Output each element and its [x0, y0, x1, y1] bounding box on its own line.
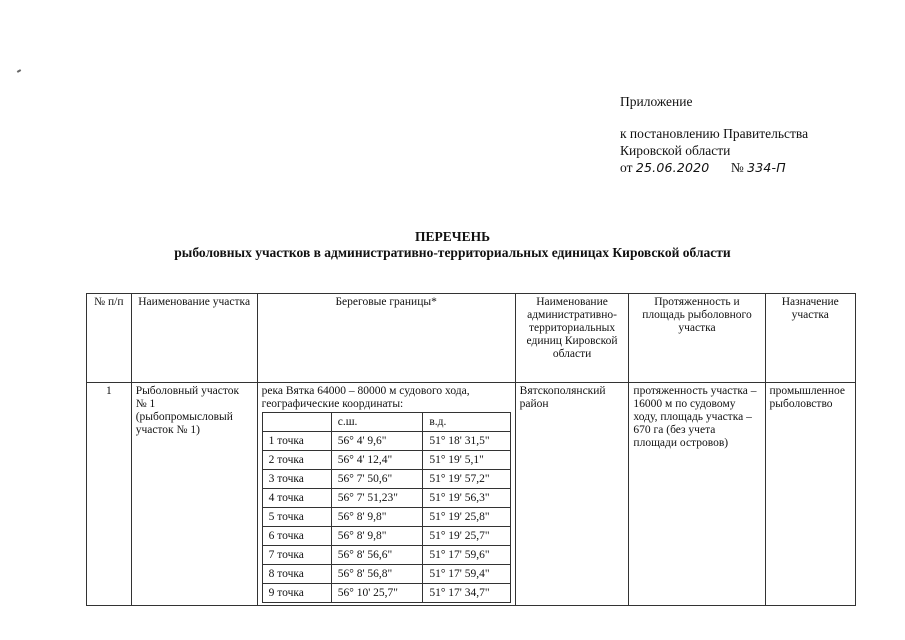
point-label: 3 точка: [262, 470, 331, 489]
header-admin: Наименование административно-территориальных единиц Кировской области: [515, 294, 629, 383]
point-label: 5 точка: [262, 508, 331, 527]
row-admin: Вятскополянский район: [515, 383, 629, 606]
point-lat: 56° 4' 9,6": [331, 432, 423, 451]
point-lon: 51° 19' 25,7": [423, 527, 510, 546]
header-extent: Протяженность и площадь рыболовного участка: [629, 294, 765, 383]
number-value: 334-П: [747, 160, 786, 175]
scan-mark: [17, 69, 21, 73]
point-lat: 56° 4' 12,4": [331, 451, 423, 470]
document-title: ПЕРЕЧЕНЬ: [414, 229, 491, 244]
fishing-sites-table: [86, 293, 856, 606]
table-header-row: [87, 294, 856, 383]
point-label: 2 точка: [262, 451, 331, 470]
coordinate-row: [262, 451, 510, 470]
coordinate-row: [262, 546, 510, 565]
point-lat: 56° 8' 9,8": [331, 527, 423, 546]
coordinate-row: [262, 470, 510, 489]
point-lat: 56° 10' 25,7": [331, 584, 423, 603]
point-lat: 56° 8' 9,8": [331, 508, 423, 527]
header-purpose: Назначение участка: [765, 294, 855, 383]
coordinate-row: [262, 527, 510, 546]
row-num: 1: [87, 383, 132, 606]
header-borders: Береговые границы*: [257, 294, 515, 383]
appendix-line-1: к постановлению Правительства: [620, 126, 809, 141]
point-lon: 51° 19' 5,1": [423, 451, 510, 470]
point-lon: 51° 19' 56,3": [423, 489, 510, 508]
point-lat: 56° 8' 56,8": [331, 565, 423, 584]
point-label: 8 точка: [262, 565, 331, 584]
point-label: 9 точка: [262, 584, 331, 603]
coordinate-row: [262, 565, 510, 584]
coordinate-row: [262, 508, 510, 527]
lon-header: в.д.: [423, 413, 510, 432]
date-value: 25.06.2020: [635, 160, 710, 175]
coordinate-row: [262, 489, 510, 508]
row-extent: протяженность участка – 16000 м по судовому ходу, площадь участка – 670 га (без учета площади островов): [629, 383, 765, 606]
point-lat: 56° 7' 50,6": [331, 470, 423, 489]
coordinate-row: [262, 432, 510, 451]
point-label: 6 точка: [262, 527, 331, 546]
appendix-line-2: Кировской области: [620, 143, 731, 158]
row-purpose: промышленное рыболовство: [765, 383, 855, 606]
header-num: № п/п: [87, 294, 132, 383]
document-subtitle: рыболовных участков в административно-территориальных единицах Кировской области: [174, 245, 731, 260]
number-prefix: №: [730, 160, 744, 175]
coordinate-row: [262, 584, 510, 603]
point-label: 4 точка: [262, 489, 331, 508]
point-lon: 51° 19' 25,8": [423, 508, 510, 527]
point-label: 1 точка: [262, 432, 331, 451]
point-lon: 51° 17' 34,7": [423, 584, 510, 603]
point-lon: 51° 19' 57,2": [423, 470, 510, 489]
row-name: Рыболовный участок № 1 (рыбопромысловый участок № 1): [131, 383, 257, 606]
header-name: Наименование участка: [131, 294, 257, 383]
point-lat: 56° 7' 51,23": [331, 489, 423, 508]
point-lon: 51° 17' 59,4": [423, 565, 510, 584]
date-prefix: от: [620, 160, 633, 175]
appendix-block: [620, 93, 808, 176]
point-lon: 51° 17' 59,6": [423, 546, 510, 565]
appendix-title: Приложение: [620, 94, 693, 109]
point-lon: 51° 18' 31,5": [423, 432, 510, 451]
row-borders: [257, 383, 515, 606]
point-lat: 56° 8' 56,6": [331, 546, 423, 565]
coordinates-table: [262, 412, 511, 603]
appendix-date-line: [620, 159, 808, 176]
point-label: 7 точка: [262, 546, 331, 565]
table-row: [87, 383, 856, 606]
borders-text: река Вятка 64000 – 80000 м судового хода, географические координаты:: [261, 385, 470, 410]
coordinates-header: [262, 413, 510, 432]
lat-header: с.ш.: [331, 413, 423, 432]
